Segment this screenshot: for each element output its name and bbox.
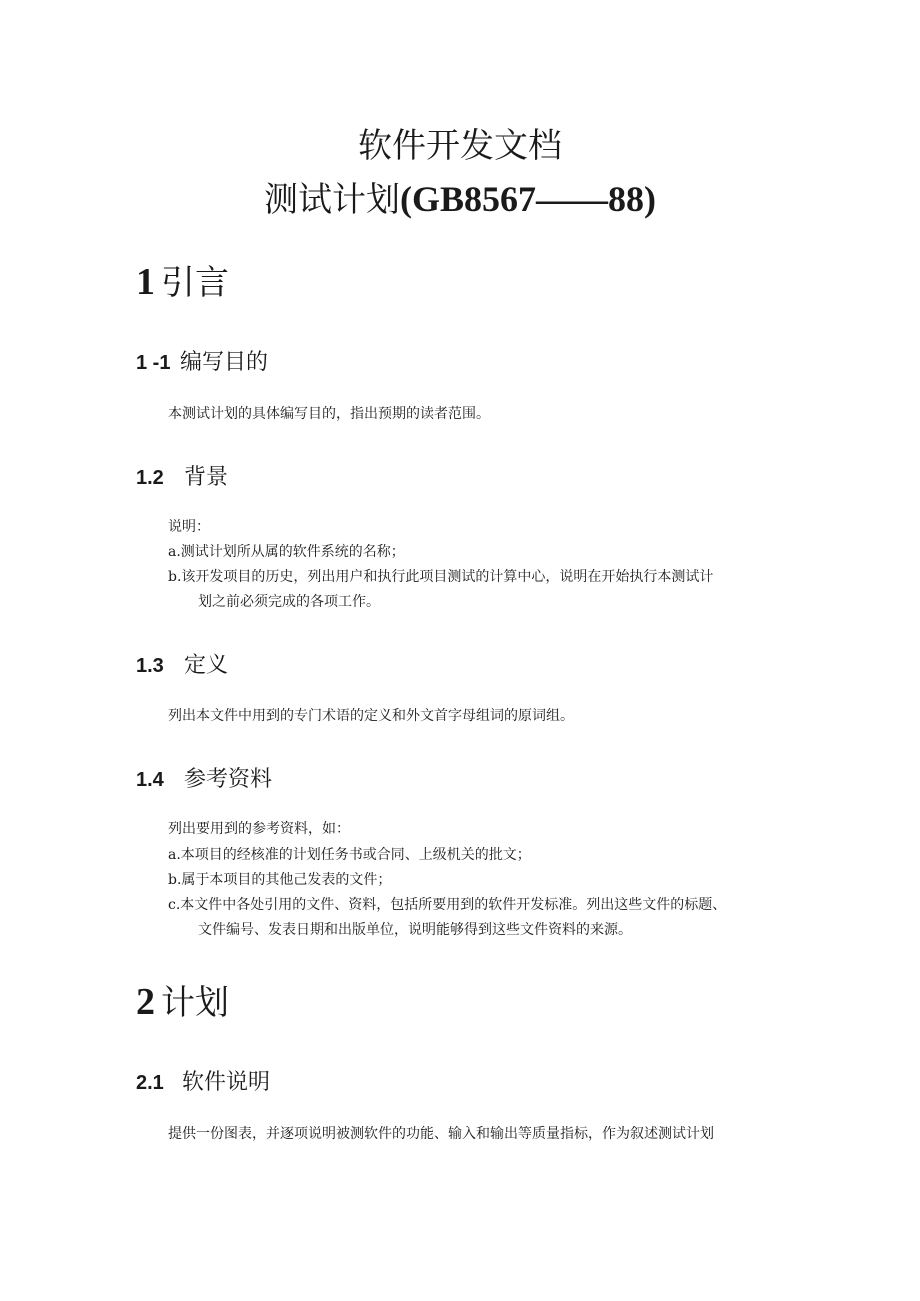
section-number: 1 -1	[136, 352, 171, 374]
section-title: 引言	[161, 263, 229, 303]
section-2-heading	[136, 975, 229, 1024]
section-1-4-item-c-line1: c.本文件中各处引用的文件、资料，包括所要用到的软件开发标准。列出这些文件的标题、	[168, 897, 727, 913]
section-title: 背景	[184, 465, 229, 490]
section-1-4-heading	[136, 762, 272, 793]
section-title: 软件说明	[182, 1070, 271, 1095]
section-1-4-item-a: a.本项目的经核准的计划任务书或合同、上级机关的批文；	[168, 847, 531, 863]
section-1-2-item-a: a.测试计划所从属的软件系统的名称；	[168, 544, 405, 560]
section-number: 2	[136, 981, 155, 1023]
section-number: 1	[136, 261, 155, 303]
section-1-4-item-b: b.属于本项目的其他己发表的文件；	[168, 872, 392, 888]
document-title: 软件开发文档	[358, 126, 562, 166]
section-number: 1.4	[136, 769, 164, 791]
section-1-3-body: 列出本文件中用到的专门术语的定义和外文首字母组词的原词组。	[168, 708, 574, 724]
section-number: 2.1	[136, 1072, 164, 1094]
section-title: 计划	[161, 983, 229, 1023]
section-1-2-intro: 说明：	[168, 519, 210, 535]
section-1-1-body: 本测试计划的具体编写目的，指出预期的读者范围。	[168, 406, 490, 422]
section-1-heading	[136, 255, 229, 304]
section-title: 参考资料	[184, 767, 273, 792]
section-number: 1.2	[136, 467, 164, 489]
section-1-3-heading	[136, 648, 228, 679]
section-title: 编写目的	[180, 350, 269, 375]
section-1-2-item-b-line1: b.该开发项目的历史，列出用户和执行此项目测试的计算中心，说明在开始执行本测试计	[168, 569, 714, 585]
subtitle-standard-code: (GB8567——88)	[400, 179, 656, 219]
section-1-2-item-b-line2: 划之前必须完成的各项工作。	[198, 594, 380, 610]
subtitle-text: 测试计划	[264, 180, 400, 220]
section-1-1-heading	[136, 345, 268, 376]
section-2-1-heading	[136, 1065, 270, 1096]
document-subtitle	[0, 172, 920, 221]
section-number: 1.3	[136, 655, 164, 677]
section-title: 定义	[184, 653, 229, 678]
section-1-4-item-c-line2: 文件编号、发表日期和出版单位，说明能够得到这些文件资料的来源。	[198, 922, 632, 938]
section-2-1-body: 提供一份图表，并逐项说明被测软件的功能、输入和输出等质量指标，作为叙述测试计划	[168, 1126, 714, 1142]
section-1-4-intro: 列出要用到的参考资料，如：	[168, 821, 350, 837]
section-1-2-heading	[136, 460, 228, 491]
